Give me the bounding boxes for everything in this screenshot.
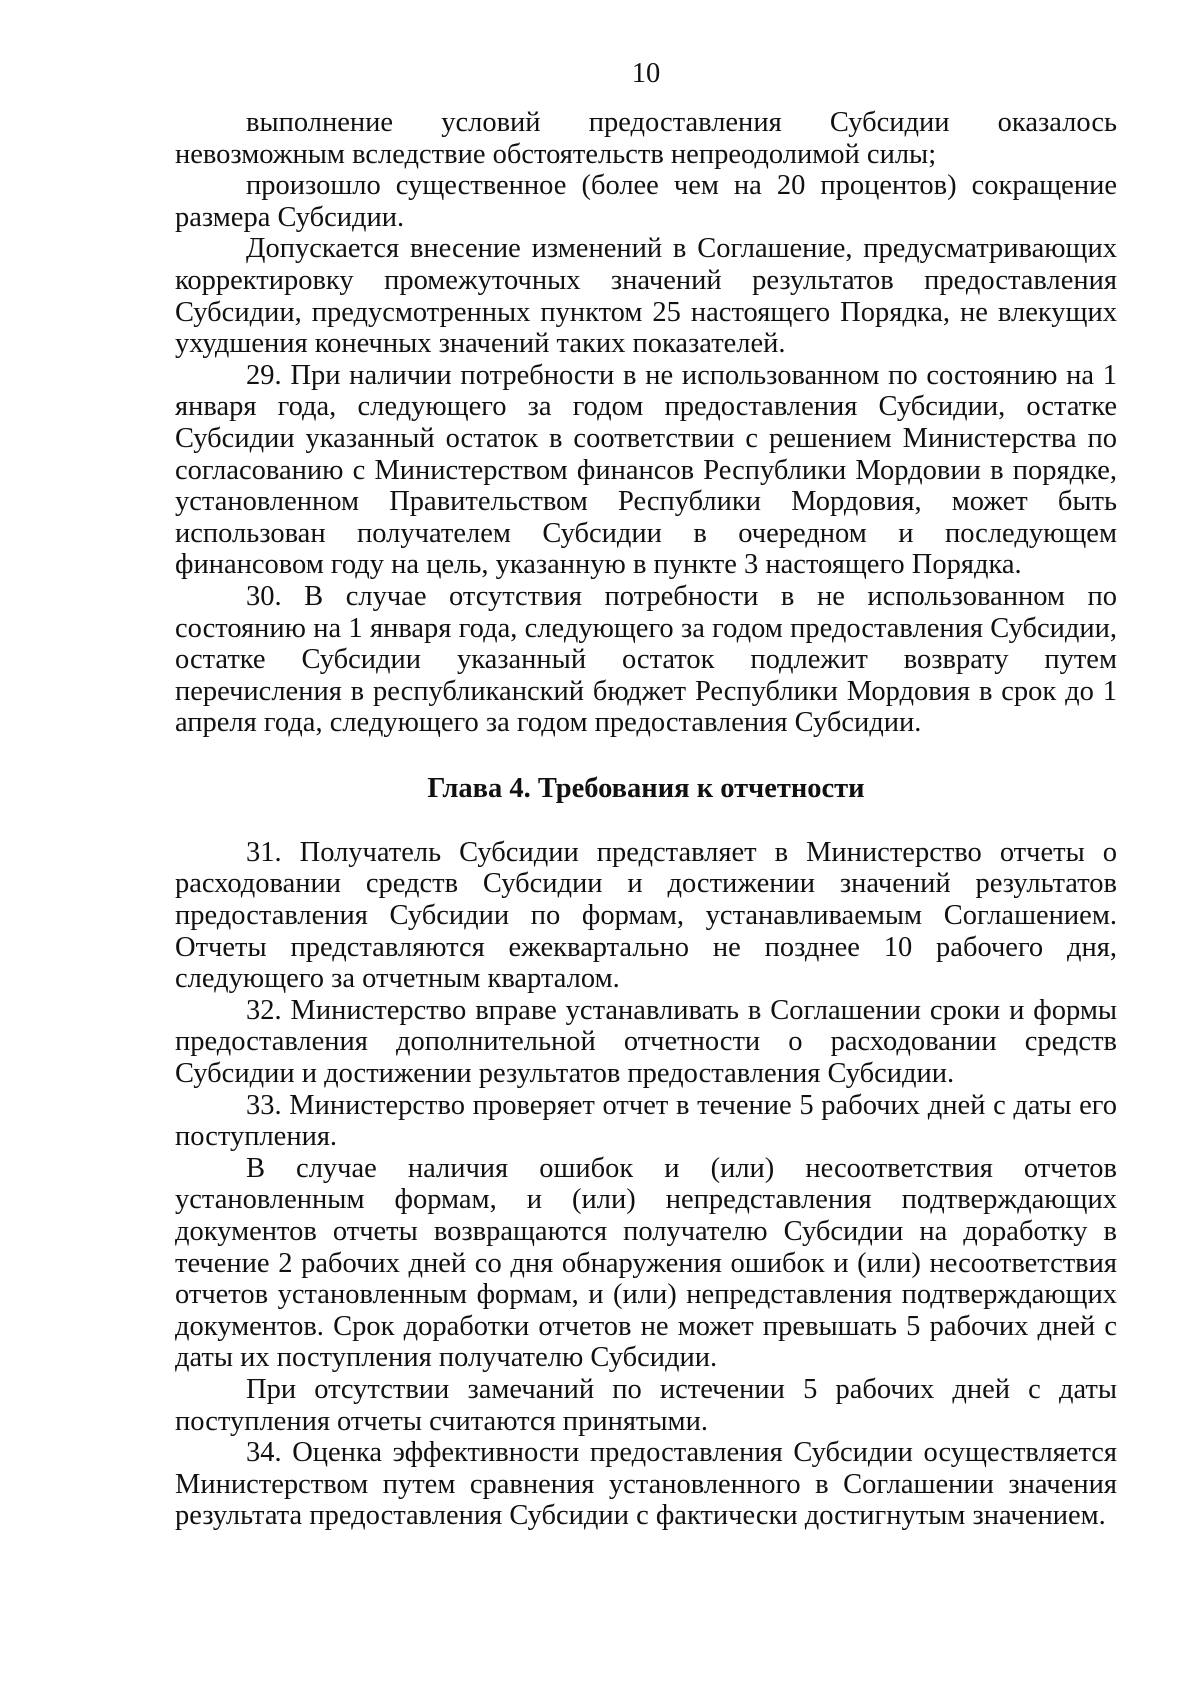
paragraph-item-33: 33. Министерство проверяет отчет в течение 5 рабочих дней с даты его поступления. [175,1089,1117,1153]
paragraph: выполнение условий предоставления Субсидии оказалось невозможным вследствие обстоятельств непреодолимой силы; [175,107,1117,170]
chapter-heading: Глава 4. Требования к отчетности [427,772,865,804]
page-number: 10 [631,58,661,89]
paragraph-item-30: 30. В случае отсутствия потребности в не использованном по состоянию на 1 января года, следующего за годом предоставления Субсидии, остатке Субсидии указанный остаток подлежит возврату путем перечисления в республиканский бюджет Республики Мордовия в срок до 1 апреля года, следующего за годом предоставления Субсидии. [175,580,1117,739]
paragraph-item-34: 34. Оценка эффективности предоставления Субсидии осуществляется Министерством путем сравнения установленного в Соглашении значения результата предоставления Субсидии с фактически достигнутым значением. [175,1437,1117,1532]
paragraph-item-31: 31. Получатель Субсидии представляет в Министерство отчеты о расходовании средств Субсидии и достижении значений результатов предоставления Субсидии по формам, устанавливаемым Соглашением. Отчеты представляются ежеквартально не позднее 10 рабочего дня, следующего за отчетным кварталом. [175,836,1117,995]
paragraph-item-32: 32. Министерство вправе устанавливать в Соглашении сроки и формы предоставления дополнительной отчетности о расходовании средств Субсидии и достижении результатов предоставления Субсидии. [175,994,1117,1090]
document-page [175,58,1117,1532]
paragraph: В случае наличия ошибок и (или) несоответствия отчетов установленным формам, и (или) непредставления подтверждающих документов отчеты возвращаются получателю Субсидии на доработку в течение 2 рабочих дней со дня обнаружения ошибок и (или) несоответствия отчетов установленным формам, и (или) непредставления подтверждающих документов. Срок доработки отчетов не может превышать 5 рабочих дней с даты их поступления получателю Субсидии. [175,1152,1117,1374]
paragraph: Допускается внесение изменений в Соглашение, предусматривающих корректировку промежуточных значений результатов предоставления Субсидии, предусмотренных пунктом 25 настоящего Порядка, не влекущих ухудшения конечных значений таких показателей. [175,233,1117,360]
paragraph: произошло существенное (более чем на 20 процентов) сокращение размера Субсидии. [175,170,1117,233]
paragraph: При отсутствии замечаний по истечении 5 рабочих дней с даты поступления отчеты считаются принятыми. [175,1373,1117,1437]
paragraph-item-29: 29. При наличии потребности в не использованном по состоянию на 1 января года, следующего за годом предоставления Субсидии, остатке Субсидии указанный остаток в соответствии с решением Министерства по согласованию с Министерством финансов Республики Мордовии в порядке, установленном Правительством Республики Мордовия, может быть использован получателем Субсидии в очередном и последующем финансовом году на цель, указанную в пункте 3 настоящего Порядка. [175,359,1117,581]
